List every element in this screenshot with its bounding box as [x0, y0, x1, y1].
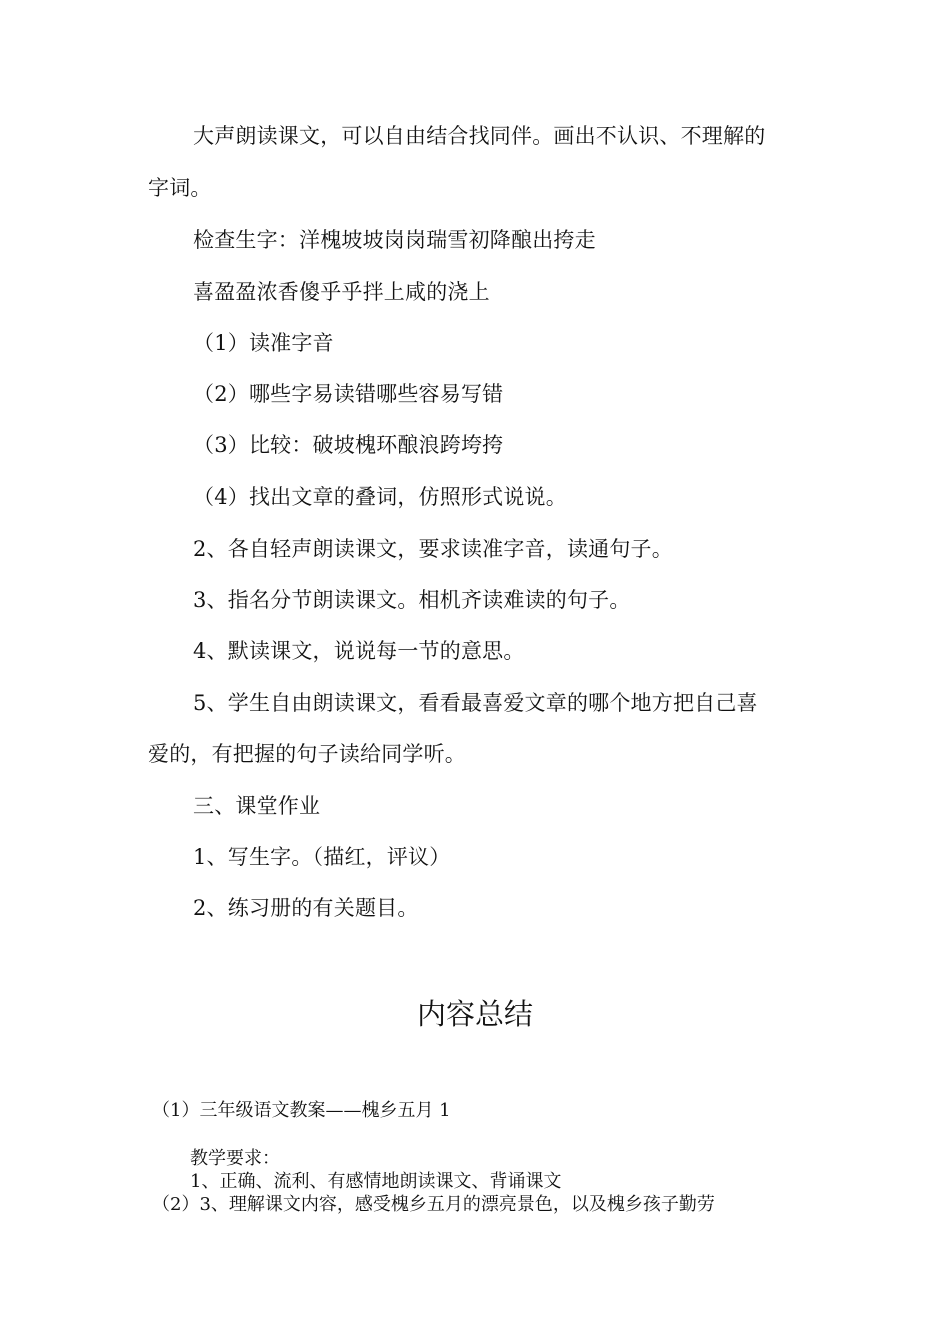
summary-title: 内容总结	[416, 997, 533, 1031]
summary-line: 教学要求：	[190, 1148, 280, 1169]
section-heading: 三、课堂作业	[193, 794, 321, 818]
paragraph-line: 爱的，有把握的句子读给同学听。	[148, 742, 466, 766]
paragraph-line: （1）读准字音	[193, 331, 334, 355]
paragraph-line: 3、指名分节朗读课文。相机齐读难读的句子。	[193, 588, 631, 612]
paragraph-line: 4、默读课文，说说每一节的意思。	[193, 639, 525, 663]
paragraph-line: 大声朗读课文，可以自由结合找同伴。画出不认识、不理解的	[193, 124, 766, 148]
paragraph-line: 1、写生字。（描红，评议）	[193, 845, 451, 869]
summary-line: 1、正确、流利、有感情地朗读课文、背诵课文	[190, 1171, 562, 1192]
summary-line: （2）3、理解课文内容，感受槐乡五月的漂亮景色，以及槐乡孩子勤劳	[152, 1194, 715, 1215]
summary-line: （1）三年级语文教案——槐乡五月 1	[152, 1100, 451, 1121]
paragraph-line: 2、练习册的有关题目。	[193, 896, 419, 920]
paragraph-line: （2）哪些字易读错哪些容易写错	[193, 382, 504, 406]
paragraph-line: （4）找出文章的叠词，仿照形式说说。	[193, 485, 567, 509]
paragraph-line: 喜盈盈浓香傻乎乎拌上咸的浇上	[193, 280, 490, 304]
paragraph-line: （3）比较：破坡槐环酿浪跨垮挎	[193, 433, 504, 457]
paragraph-line: 5、学生自由朗读课文，看看最喜爱文章的哪个地方把自己喜	[193, 691, 758, 715]
paragraph-line: 2、各自轻声朗读课文，要求读准字音，读通句子。	[193, 537, 673, 561]
paragraph-line: 检查生字：洋槐坡坡岗岗瑞雪初降酿出挎走	[193, 228, 596, 252]
paragraph-line: 字词。	[148, 176, 212, 200]
